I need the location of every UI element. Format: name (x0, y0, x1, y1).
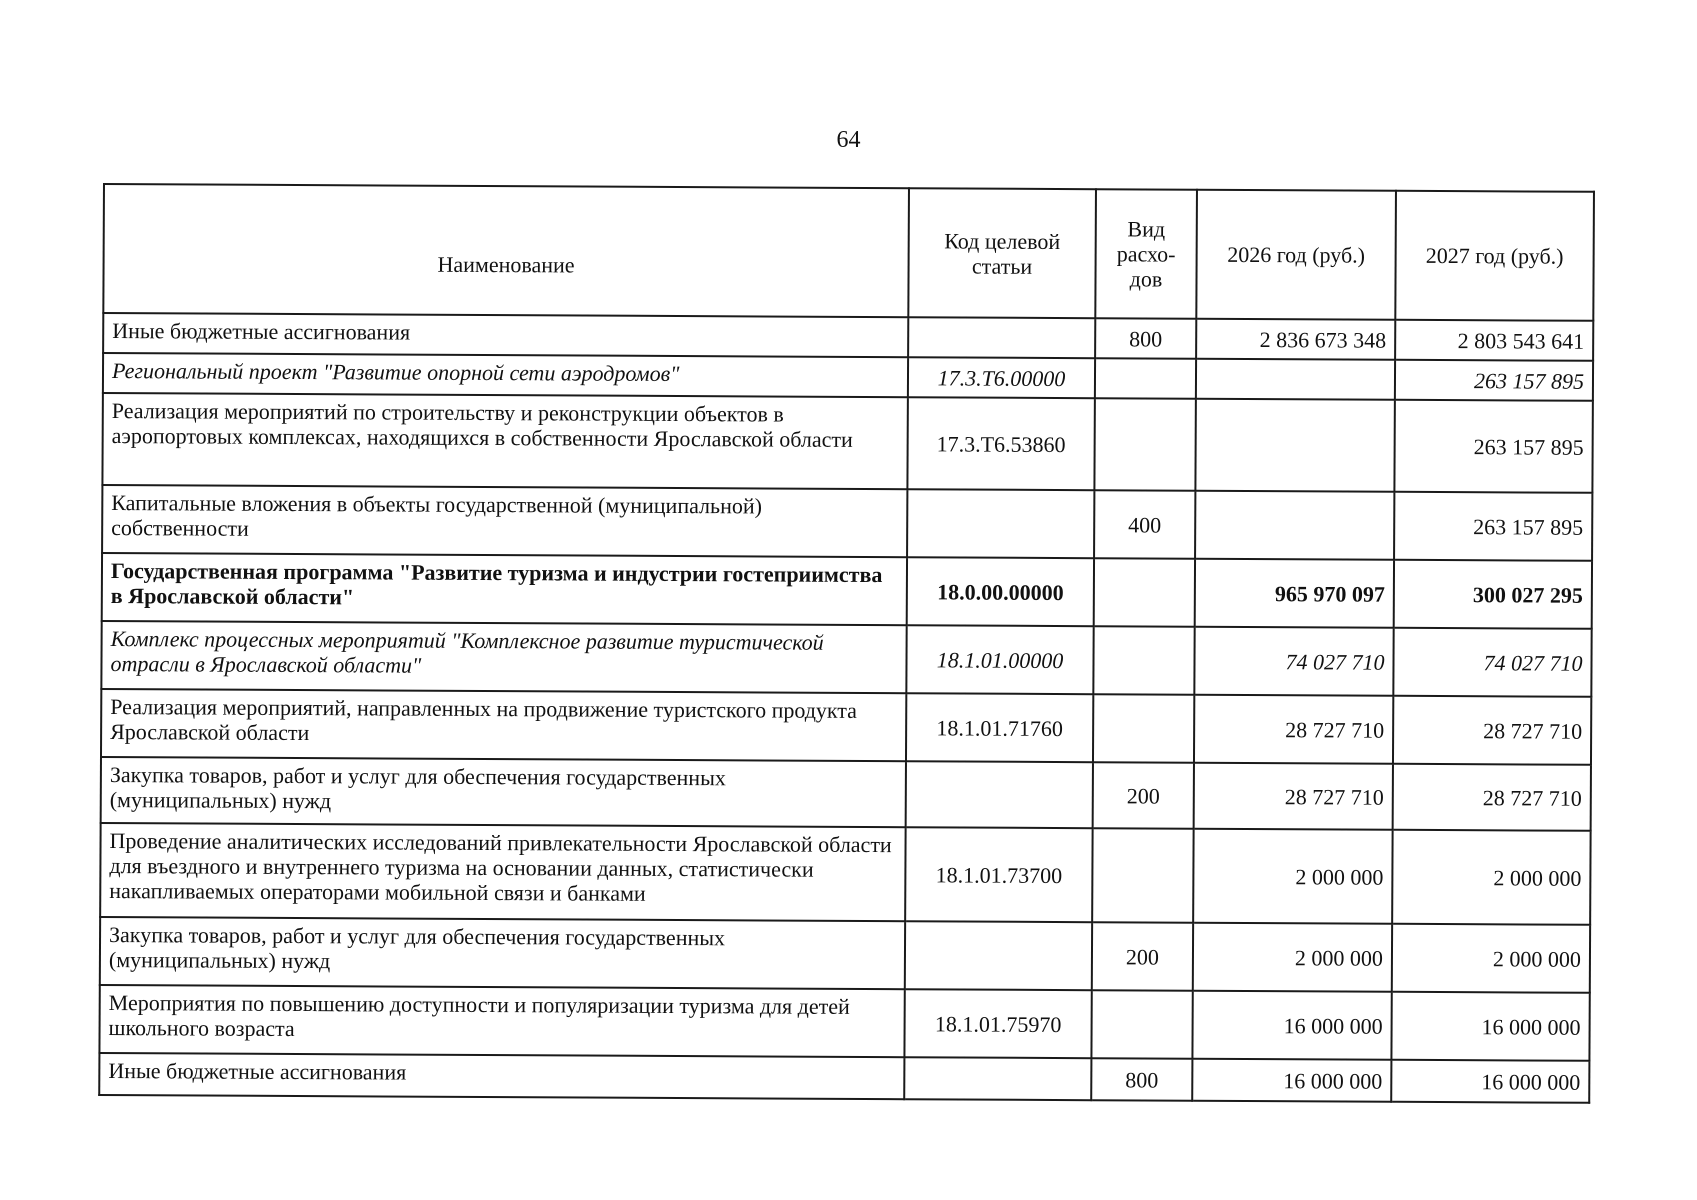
cell-code (905, 921, 1092, 990)
cell-expense-type: 400 (1094, 490, 1195, 559)
cell-year-2026: 2 000 000 (1193, 829, 1392, 924)
cell-year-2026: 965 970 097 (1195, 559, 1394, 628)
cell-name: Иные бюджетные ассигнования (103, 313, 908, 357)
cell-name: Региональный проект "Развитие опорной сети аэродромов" (103, 353, 908, 397)
cell-expense-type (1093, 626, 1194, 695)
cell-year-2026 (1195, 399, 1394, 492)
cell-code: 17.3.Т6.53860 (907, 397, 1094, 490)
cell-expense-type: 800 (1091, 1058, 1192, 1101)
cell-year-2027: 74 027 710 (1393, 628, 1591, 697)
cell-year-2027: 2 803 543 641 (1395, 320, 1593, 361)
header-name: Наименование (103, 184, 909, 317)
page-number: 64 (836, 127, 861, 153)
cell-year-2027: 263 157 895 (1394, 400, 1592, 493)
cell-year-2027: 16 000 000 (1391, 992, 1589, 1061)
table-row (102, 485, 1592, 561)
cell-year-2026 (1196, 359, 1395, 400)
cell-year-2026: 28 727 710 (1194, 763, 1393, 830)
table-row (101, 689, 1591, 765)
cell-expense-type (1094, 558, 1195, 627)
cell-year-2027: 263 157 895 (1395, 360, 1593, 401)
cell-code: 17.3.Т6.00000 (908, 357, 1095, 398)
cell-name: Реализация мероприятий по строительству и реконструкции объектов в аэропортовых комплексах, находящихся в собственности Ярославской области (102, 393, 907, 489)
cell-year-2027: 2 000 000 (1392, 830, 1590, 925)
cell-code: 18.1.01.00000 (906, 625, 1093, 694)
cell-year-2026: 74 027 710 (1194, 627, 1393, 696)
table-row (101, 621, 1591, 697)
cell-code (906, 761, 1093, 828)
header-code: Код целевой статьи (908, 188, 1096, 318)
cell-year-2027: 16 000 000 (1391, 1060, 1589, 1103)
cell-name: Иные бюджетные ассигнования (99, 1053, 904, 1099)
cell-expense-type (1092, 828, 1193, 923)
cell-year-2026: 16 000 000 (1192, 991, 1391, 1060)
table-row (99, 985, 1589, 1061)
table-row (100, 917, 1590, 993)
cell-name: Проведение аналитических исследований привлекательности Ярославской области для въездного и внутреннего туризма на основании данных, статистически накапливаемых операторами мобильной связи и банками (100, 823, 905, 921)
cell-name: Комплекс процессных мероприятий "Комплексное развитие туристической отрасли в Ярославской области" (101, 621, 906, 693)
cell-code: 18.1.01.73700 (905, 827, 1092, 922)
table-row (100, 823, 1590, 925)
cell-expense-type: 200 (1092, 922, 1193, 991)
table-row (102, 553, 1592, 629)
cell-expense-type: 200 (1093, 762, 1194, 829)
header-year-2027: 2027 год (руб.) (1395, 191, 1594, 321)
cell-name: Закупка товаров, работ и услуг для обеспечения государственных (муниципальных) нужд (101, 757, 906, 827)
cell-year-2027: 300 027 295 (1394, 560, 1592, 629)
cell-expense-type (1095, 358, 1196, 399)
cell-name: Закупка товаров, работ и услуг для обеспечения государственных (муниципальных) нужд (100, 917, 905, 989)
cell-code: 18.0.00.00000 (907, 557, 1094, 626)
cell-expense-type (1094, 398, 1195, 491)
cell-year-2026: 2 836 673 348 (1196, 319, 1395, 360)
table-header-row (103, 184, 1594, 321)
cell-name: Реализация мероприятий, направленных на продвижение туристского продукта Ярославской области (101, 689, 906, 761)
cell-code (904, 1057, 1091, 1100)
cell-year-2027: 28 727 710 (1393, 764, 1591, 831)
cell-year-2026: 2 000 000 (1193, 923, 1392, 992)
cell-year-2026: 16 000 000 (1192, 1059, 1391, 1102)
table-row (102, 393, 1592, 493)
cell-name: Мероприятия по повышению доступности и популяризации туризма для детей школьного возраста (99, 985, 904, 1057)
table-row (99, 1053, 1589, 1103)
table-row (101, 757, 1591, 831)
cell-expense-type (1091, 990, 1192, 1059)
header-year-2026: 2026 год (руб.) (1196, 190, 1396, 320)
cell-code: 18.1.01.75970 (904, 989, 1091, 1058)
table-body (99, 313, 1593, 1103)
cell-year-2027: 2 000 000 (1392, 924, 1590, 993)
cell-code (907, 489, 1094, 558)
header-expense-type: Вид расхо-дов (1095, 189, 1197, 319)
cell-year-2026: 28 727 710 (1194, 695, 1393, 764)
budget-table (98, 183, 1595, 1104)
cell-expense-type (1093, 694, 1194, 763)
cell-expense-type: 800 (1095, 318, 1196, 359)
cell-code: 18.1.01.71760 (906, 693, 1093, 762)
cell-year-2026 (1195, 491, 1394, 560)
cell-name: Государственная программа "Развитие туризма и индустрии гостеприимства в Ярославской области" (102, 553, 907, 625)
cell-code (908, 317, 1095, 358)
cell-year-2027: 28 727 710 (1393, 696, 1591, 765)
cell-name: Капитальные вложения в объекты государственной (муниципальной) собственности (102, 485, 907, 557)
cell-year-2027: 263 157 895 (1394, 492, 1592, 561)
